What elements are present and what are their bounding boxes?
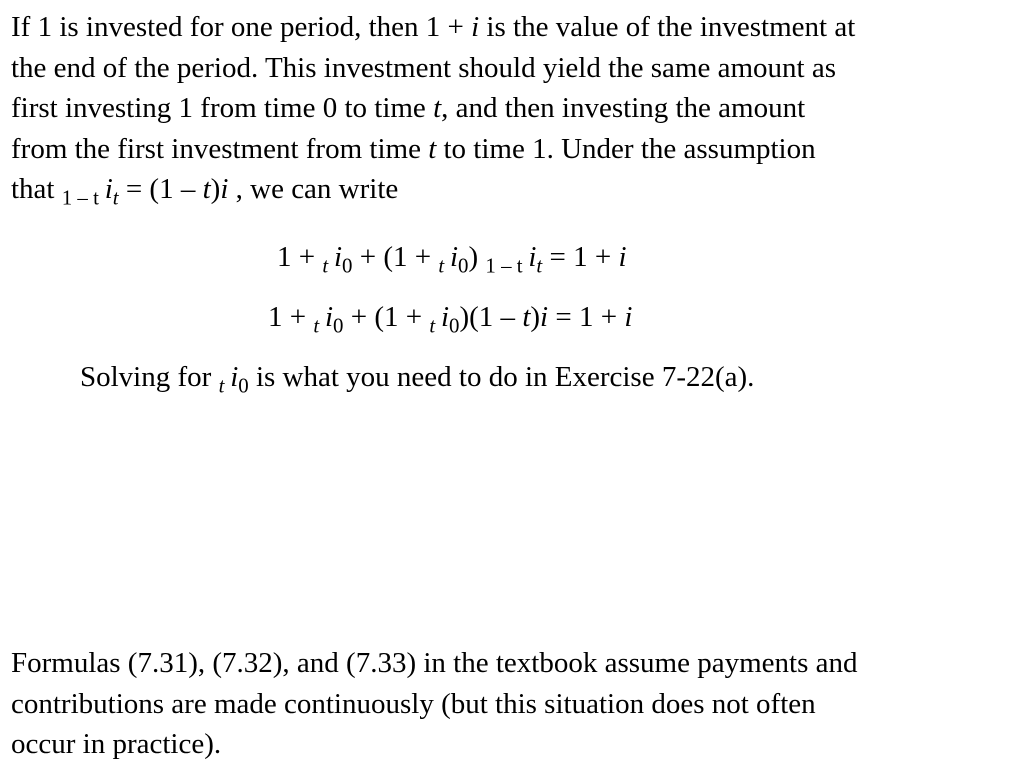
rate-variable: i xyxy=(104,173,113,205)
rate-presubscript: 1 – t xyxy=(61,185,99,210)
intro-line-4: from the first investment from time t to time 1. Under the assumption xyxy=(11,132,816,165)
formulas-line-2: contributions are made continuously (but this situation does not often xyxy=(11,687,816,720)
rate-subscript: t xyxy=(112,185,119,210)
formulas-line-3: occur in practice). xyxy=(11,728,222,760)
formulas-paragraph xyxy=(11,643,1016,765)
formulas-line-1: Formulas (7.31), (7.32), and (7.33) in the textbook assume payments and xyxy=(11,647,858,679)
intro-line-5: that $_{1 - t}$ $i_t = (1 - t)i$ , we can write xyxy=(11,173,399,210)
intro-line-3: first investing 1 from time 0 to time t, and then investing the amount xyxy=(11,92,806,124)
intro-paragraph xyxy=(11,7,1016,210)
equation-1: 1 + $_t$ $i_0 + (1 + _t$ $i_0$) $_{1 - t}$ $i_t = 1 + i$ xyxy=(277,241,627,278)
equation-2: 1 + $_t$ $i_0 + (1 + _t$ $i_0)(1 - t)i = 1 + i$ xyxy=(268,301,633,338)
solving-statement: Solving for $_t$ $i_0$ is what you need to do in Exercise 7-22(a). xyxy=(80,361,755,398)
intro-line-2: the end of the period. This investment should yield the same amount as xyxy=(11,51,836,84)
intro-line-1: If 1 is invested for one period, then 1 + i is the value of the investment at xyxy=(11,11,856,43)
